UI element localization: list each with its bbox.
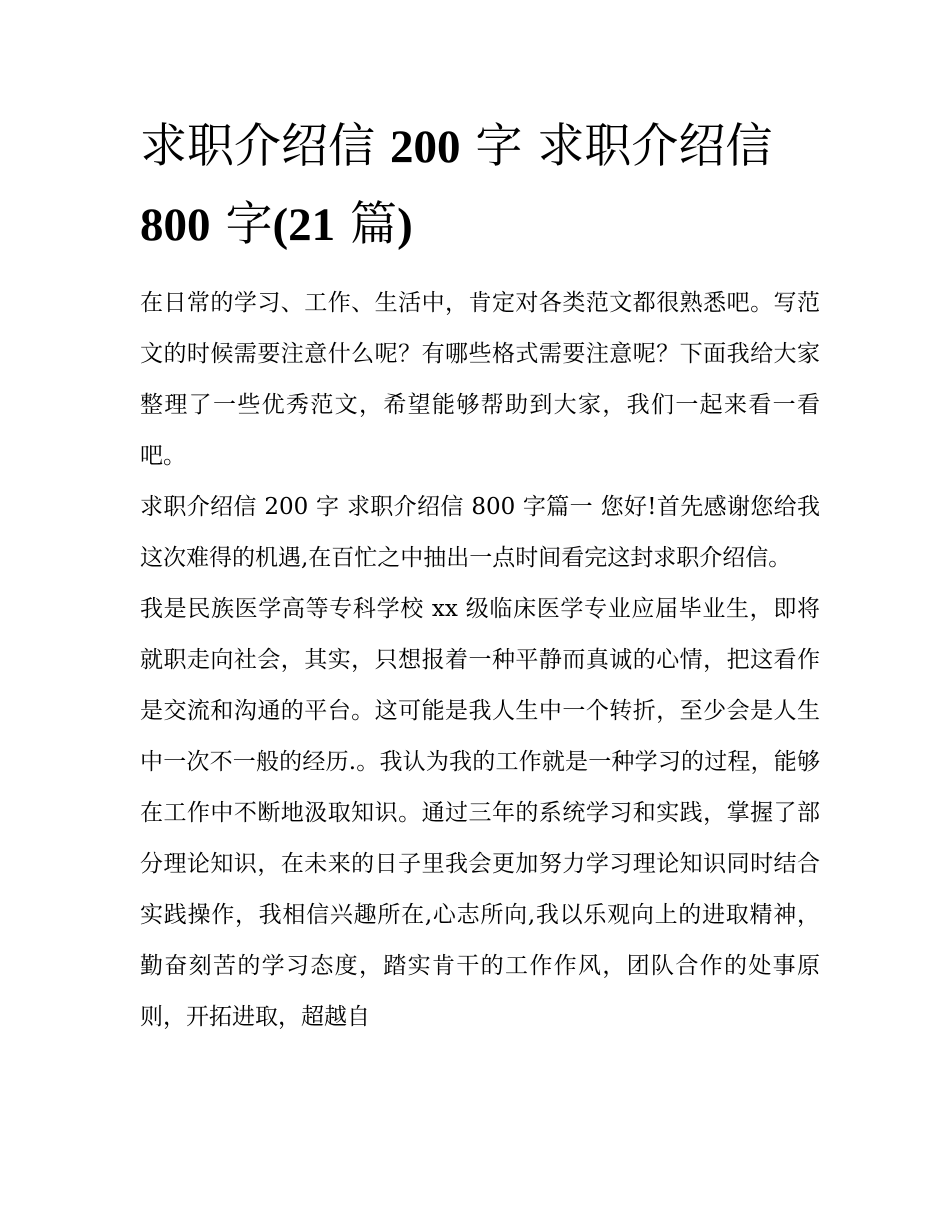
title-number: ): [397, 199, 413, 251]
paragraph-letter-opening: 求职介绍信 200 字 求职介绍信 800 字篇一 您好!首先感谢您给我这次难得的机遇,在百忙之中抽出一点时间看完这封求职介绍信。: [140, 494, 820, 571]
title-number: (21: [272, 199, 336, 251]
title-number: 200: [389, 121, 461, 173]
paragraph-self-introduction: 我是民族医学高等专科学校 xx 级临床医学专业应届毕业生，即将就职走向社会，其实，只想报着一种平静而真诚的心情，把这看作是交流和沟通的平台。这可能是我人生中一个转折，至少会是人生中一次不一般的经历.。我认为我的工作就是一种学习的过程，能够在工作中不断地汲取知识。通过三年的系统学习和实践，掌握了部分理论知识，在未来的日子里我会更加努力学习理论知识同时结合实践操作，我相信兴趣所在,心志所向,我以乐观向上的进取精神，勤奋刻苦的学习态度，踏实肯干的工作作风，团队合作的处事原则，开拓进取，超越自: [140, 596, 820, 1030]
document-title: 求职介绍信 200 字 求职介绍信 800 字(21 篇): [140, 119, 773, 252]
paragraph-intro: 在日常的学习、工作、生活中，肯定对各类范文都很熟悉吧。写范文的时候需要注意什么呢？有哪些格式需要注意呢？下面我给大家整理了一些优秀范文，希望能够帮助到大家，我们一起来看一看吧。: [140, 290, 820, 469]
document-body: [140, 278, 820, 1043]
title-number: 800: [140, 199, 211, 251]
